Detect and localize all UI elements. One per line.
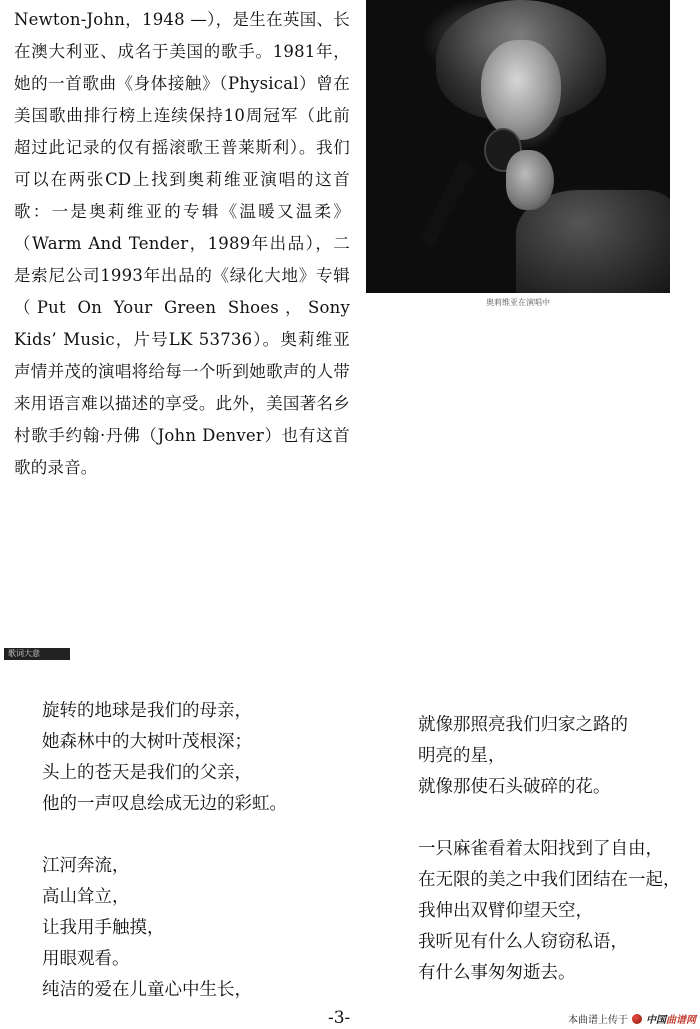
lyric-line: 头上的苍天是我们的父亲， bbox=[42, 763, 252, 783]
lyric-line: 她森林中的大树叶茂根深； bbox=[42, 732, 252, 752]
lyric-line: 有什么事匆匆逝去。 bbox=[418, 963, 576, 983]
intro-text-block bbox=[14, 4, 350, 484]
lyric-line: 他的一声叹息绘成无边的彩虹。 bbox=[42, 794, 287, 814]
lyric-line: 在无限的美之中我们团结在一起， bbox=[418, 870, 681, 890]
section-tag-lyrics-meaning: 歌词大意 bbox=[4, 648, 70, 660]
lyric-line: 就像那使石头破碎的花。 bbox=[418, 777, 611, 797]
source-watermark bbox=[568, 1011, 696, 1026]
singer-photo bbox=[366, 0, 670, 293]
site-logo-icon bbox=[632, 1014, 642, 1024]
photo-face bbox=[481, 40, 561, 140]
watermark-brand bbox=[646, 1011, 696, 1026]
lyrics-stanza bbox=[418, 834, 698, 989]
photo-mic-stem bbox=[419, 160, 475, 247]
lyrics-left-column bbox=[42, 696, 382, 1006]
lyric-line: 纯洁的爱在儿童心中生长， bbox=[42, 980, 252, 1000]
lyrics-stanza bbox=[42, 696, 382, 820]
lyrics-right-column bbox=[418, 710, 698, 989]
watermark-brand-main: 中国 bbox=[646, 1015, 666, 1026]
lyric-line: 高山耸立， bbox=[42, 887, 130, 907]
lyrics-stanza bbox=[418, 710, 698, 803]
lyric-line: 一只麻雀看着太阳找到了自由， bbox=[418, 839, 663, 859]
lyric-line: 我听见有什么人窃窃私语， bbox=[418, 932, 628, 952]
watermark-brand-accent: 曲谱网 bbox=[666, 1015, 696, 1026]
watermark-prefix: 本曲谱上传于 bbox=[568, 1015, 628, 1026]
page-number: -3- bbox=[328, 1008, 351, 1028]
photo-hand bbox=[506, 150, 554, 210]
lyric-line: 旋转的地球是我们的母亲， bbox=[42, 701, 252, 721]
lyric-line: 就像那照亮我们归家之路的 bbox=[418, 715, 628, 735]
lyric-line: 江河奔流， bbox=[42, 856, 130, 876]
lyric-line: 我伸出双臂仰望天空， bbox=[418, 901, 593, 921]
lyrics-stanza bbox=[42, 851, 382, 1006]
lyric-line: 明亮的星， bbox=[418, 746, 506, 766]
intro-paragraph: Newton-John，1948 —），是生在英国、长在澳大利亚、成名于美国的歌手。1981年，她的一首歌曲《身体接触》（Physical）曾在美国歌曲排行榜上连续保持10周冠军（此前超过此记录的仅有摇滚歌王普莱斯利）。我们可以在两张CD上找到奥莉维亚演唱的这首歌：一是奥莉维亚的专辑《温暖又温柔》（Warm And Tender，1989年出品），二是索尼公司1993年出品的《绿化大地》专辑（Put On Your Green Shoes，Sony Kids’ Music，片号LK 53736）。奥莉维亚声情并茂的演唱将给每一个听到她歌声的人带来用语言难以描述的享受。此外，美国著名乡村歌手约翰·丹佛（John Denver）也有这首歌的录音。 bbox=[14, 10, 350, 477]
photo-caption: 奥莉维亚在演唱中 bbox=[486, 298, 550, 307]
lyric-line: 用眼观看。 bbox=[42, 949, 130, 969]
lyric-line: 让我用手触摸， bbox=[42, 918, 165, 938]
